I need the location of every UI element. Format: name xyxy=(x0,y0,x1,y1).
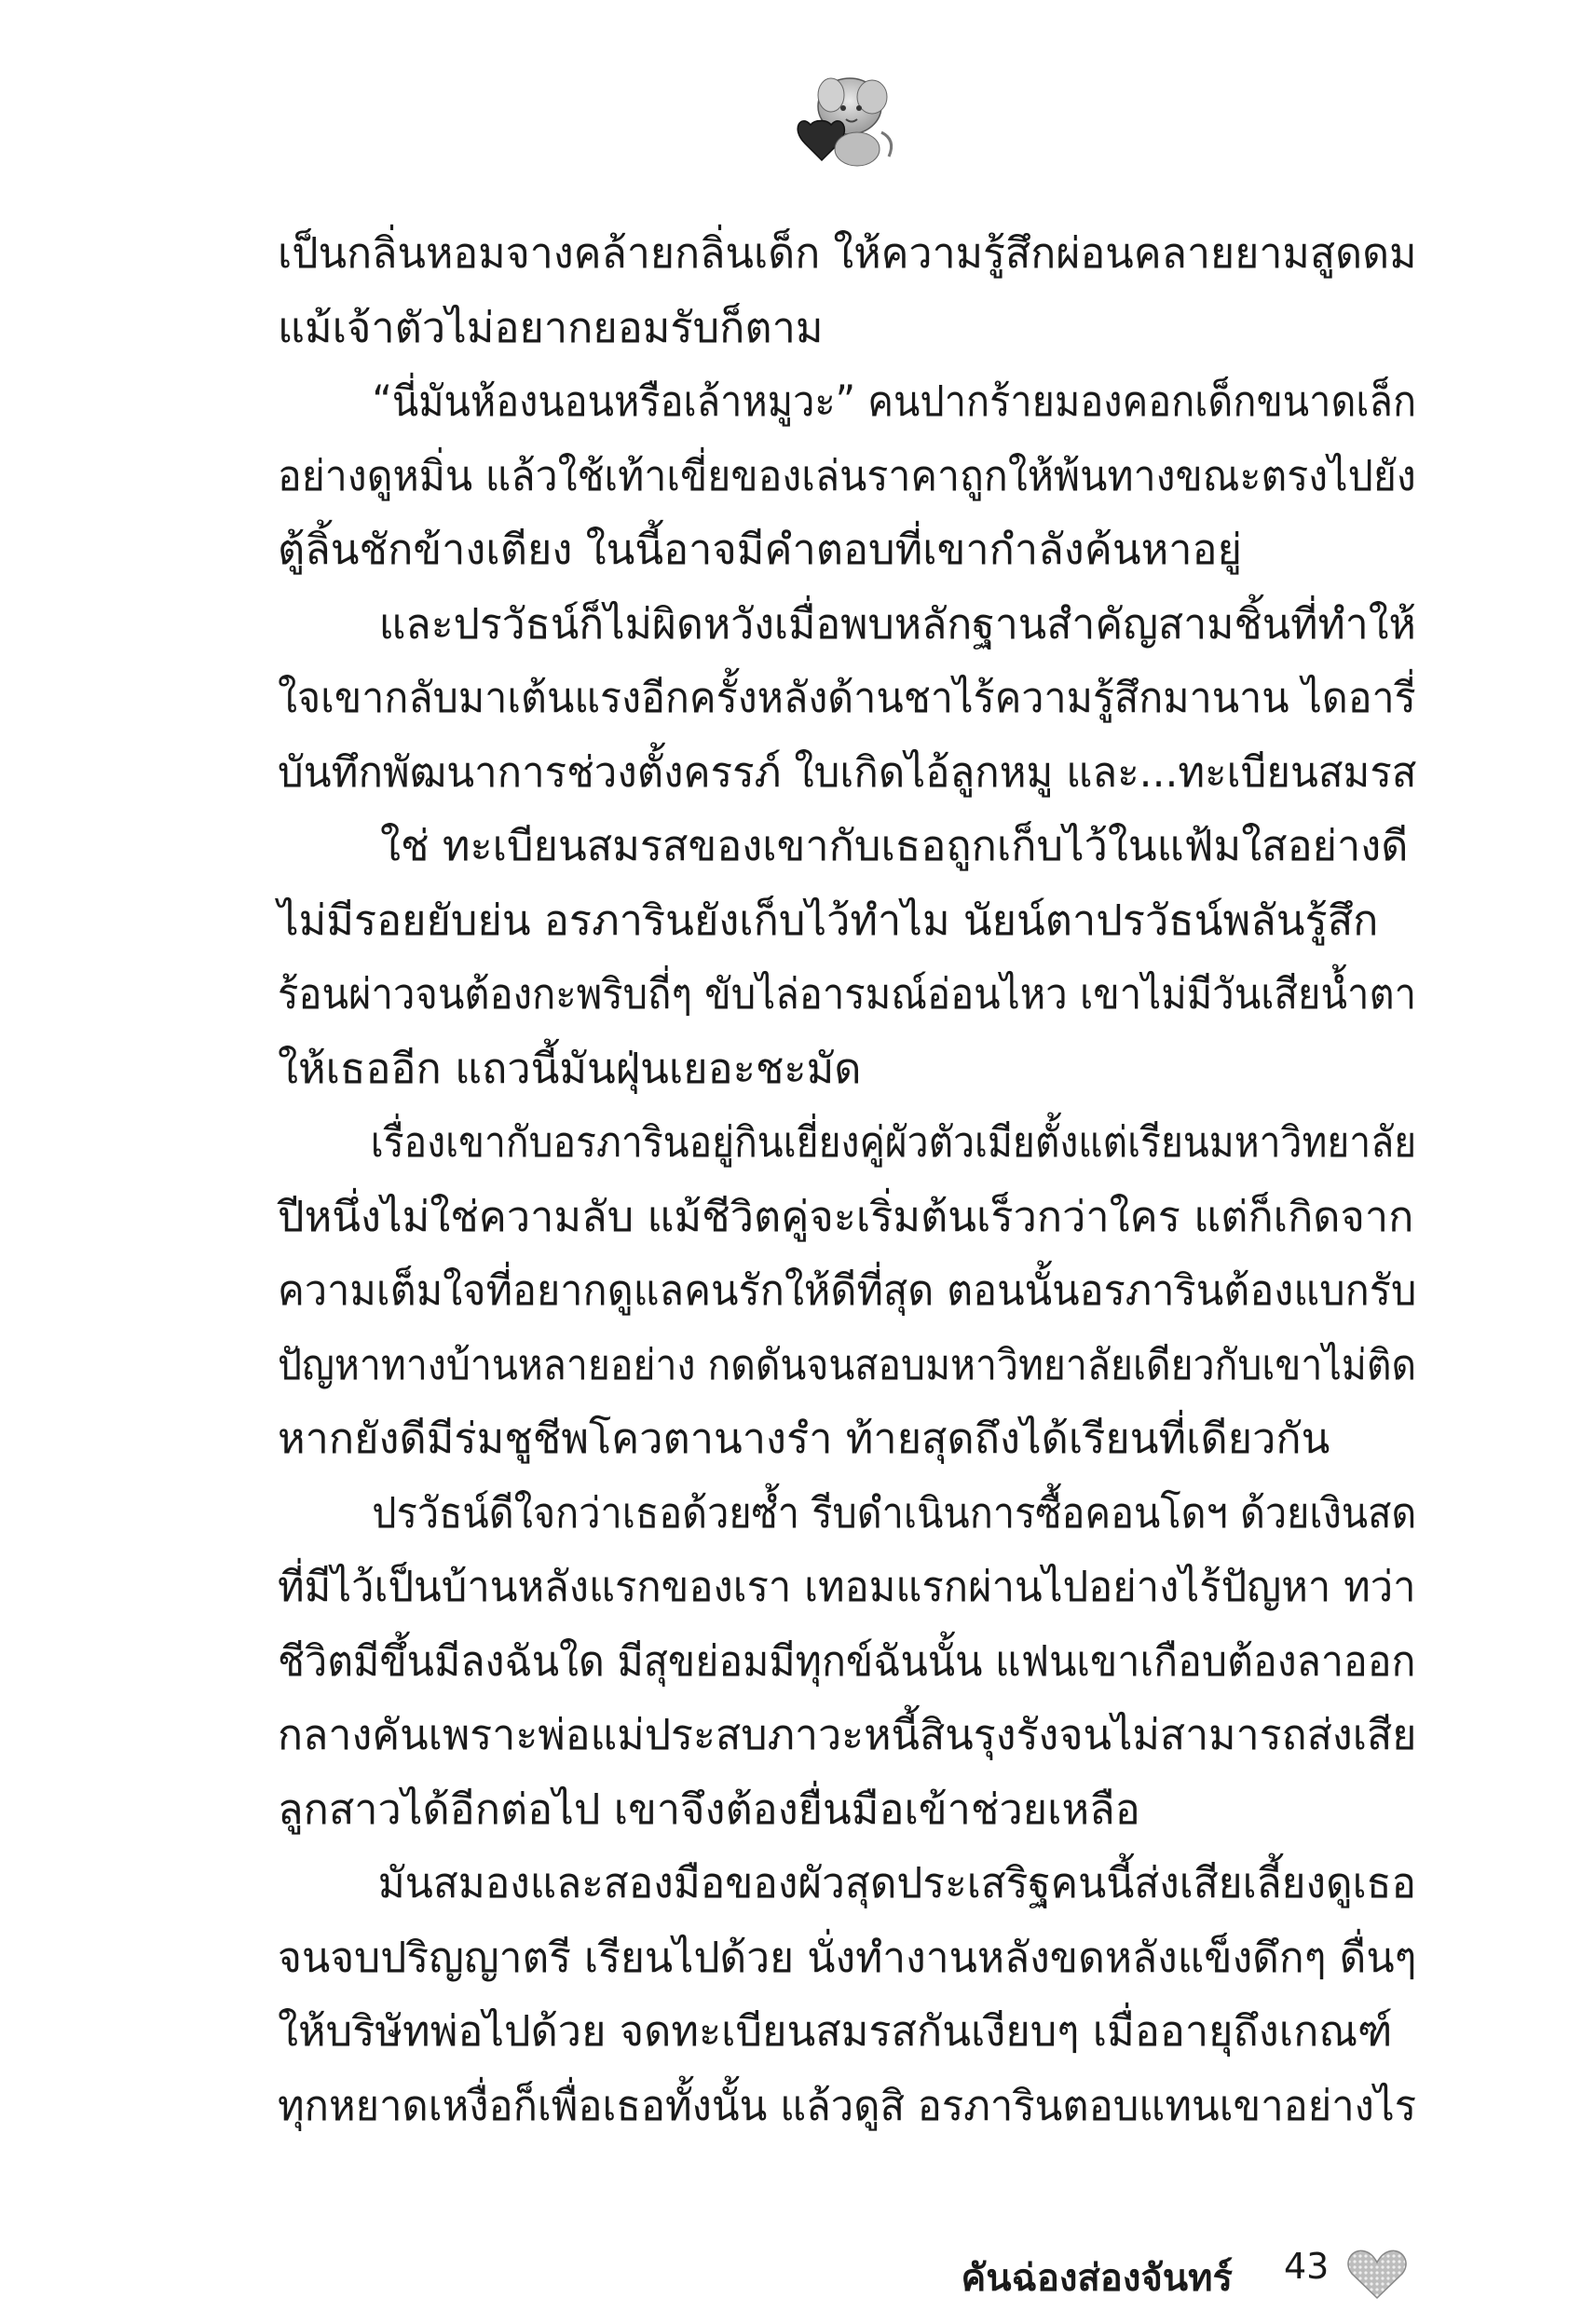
text-line xyxy=(278,513,1416,587)
text-line xyxy=(278,1921,1416,1995)
text-line-content: ความเต็มใจที่อยากดูแลคนรักให้ดีที่สุด ตอนนั้นอรภารินต้องแบกรับ xyxy=(278,1265,1417,1315)
book-title: คันฉ่องส่องจันทร์ xyxy=(961,2257,1233,2300)
text-line xyxy=(278,1846,1416,1921)
text-line xyxy=(278,1772,1416,1847)
text-line xyxy=(278,1476,1416,1551)
text-line xyxy=(278,1032,1416,1106)
text-line xyxy=(278,439,1416,513)
text-line xyxy=(278,661,1416,735)
text-line-content: ปัญหาทางบ้านหลายอย่าง กดดันจนสอบมหาวิทยาลัยเดียวกับเขาไม่ติด xyxy=(278,1339,1417,1389)
text-line-content: และปรวัธน์ก็ไม่ผิดหวังเมื่อพบหลักฐานสำคัญสามชิ้นที่ทำให้ xyxy=(378,598,1416,649)
text-line-content: ปีหนึ่งไม่ใช่ความลับ แม้ชีวิตคู่จะเริ่มต้นเร็วกว่าใคร แต่ก็เกิดจาก xyxy=(278,1191,1414,1241)
text-line-content: แม้เจ้าตัวไม่อยากยอมรับก็ตาม xyxy=(278,302,824,352)
text-line-content: อย่างดูหมิ่น แล้วใช้เท้าเขี่ยของเล่นราคาถูกให้พ้นทางขณะตรงไปยัง xyxy=(278,450,1416,500)
cherub-holding-heart-icon xyxy=(792,67,904,174)
text-line-content: ปรวัธน์ดีใจกว่าเธอด้วยซ้ำ รีบดำเนินการซื้อคอนโดฯ ด้วยเงินสด xyxy=(372,1487,1417,1538)
text-line xyxy=(278,883,1416,958)
text-line-content: ที่มีไว้เป็นบ้านหลังแรกของเรา เทอมแรกผ่านไปอย่างไร้ปัญหา ทว่า xyxy=(278,1562,1416,1611)
text-line xyxy=(278,1550,1416,1624)
text-line-content: ทุกหยาดเหงื่อก็เพื่อเธอทั้งนั้น แล้วดูสิ อรภารินตอบแทนเขาอย่างไร xyxy=(278,2080,1417,2130)
text-line xyxy=(278,1994,1416,2069)
text-line xyxy=(278,364,1416,439)
text-line-content: เป็นกลิ่นหอมจางคล้ายกลิ่นเด็ก ให้ความรู้สึกผ่อนคลายยามสูดดม xyxy=(278,228,1417,278)
text-line-content: หากยังดีมีร่มชูชีพโควตานางรำ ท้ายสุดถึงได้เรียนที่เดียวกัน xyxy=(278,1414,1330,1463)
text-line-content: ลูกสาวได้อีกต่อไป เขาจึงต้องยื่นมือเข้าช่วยเหลือ xyxy=(278,1784,1140,1834)
text-line-content: กลางคันเพราะพ่อแม่ประสบภาวะหนี้สินรุงรังจนไม่สามารถส่งเสีย xyxy=(278,1710,1417,1759)
text-line xyxy=(278,291,1416,365)
text-line-content: ใจเขากลับมาเต้นแรงอีกครั้งหลังด้านชาไร้ความรู้สึกมานาน ไดอารี่ xyxy=(278,673,1416,722)
text-line xyxy=(278,216,1416,291)
body-text xyxy=(278,216,1416,2142)
text-line xyxy=(278,2069,1416,2143)
text-line-content: “นี่มันห้องนอนหรือเล้าหมูวะ” คนปากร้ายมองคอกเด็กขนาดเล็ก xyxy=(372,376,1417,426)
text-line-content: มันสมองและสองมือของผัวสุดประเสริฐคนนี้ส่งเสียเลี้ยงดูเธอ xyxy=(377,1858,1417,1908)
text-line xyxy=(278,1698,1416,1772)
text-line xyxy=(278,1105,1416,1180)
text-line-content: ใช่ ทะเบียนสมรสของเขากับเธอถูกเก็บไว้ในแฟ้มใสอย่างดี xyxy=(380,821,1409,870)
text-line-content: ร้อนผ่าวจนต้องกะพริบถี่ๆ ขับไล่อารมณ์อ่อนไหว เขาไม่มีวันเสียน้ำตา xyxy=(278,969,1417,1019)
text-line xyxy=(278,587,1416,662)
text-line xyxy=(278,1328,1416,1402)
text-line-content: ตู้ลิ้นชักข้างเตียง ในนี้อาจมีคำตอบที่เขากำลังค้นหาอยู่ xyxy=(278,525,1242,574)
text-line xyxy=(278,1253,1416,1328)
text-line xyxy=(278,1402,1416,1476)
text-line-content: บันทึกพัฒนาการช่วงตั้งครรภ์ ใบเกิดไอ้ลูกหมู และ...ทะเบียนสมรส xyxy=(278,746,1417,797)
text-line-content: จนจบปริญญาตรี เรียนไปด้วย นั่งทำงานหลังขดหลังแข็งดึกๆ ดื่นๆ xyxy=(278,1932,1417,1982)
text-line xyxy=(278,809,1416,883)
page-number: 43 xyxy=(1284,2246,1330,2287)
text-line-content: เรื่องเขากับอรภารินอยู่กินเยี่ยงคู่ผัวตัวเมียตั้งแต่เรียนมหาวิทยาลัย xyxy=(370,1117,1417,1167)
text-line xyxy=(278,1180,1416,1254)
text-line xyxy=(278,957,1416,1032)
text-line-content: ไม่มีรอยยับย่น อรภารินยังเก็บไว้ทำไม นัยน์ตาปรวัธน์พลันรู้สึก xyxy=(278,895,1379,945)
text-line-content: ชีวิตมีขึ้นมีลงฉันใด มีสุขย่อมมีทุกข์ฉันนั้น แฟนเขาเกือบต้องลาออก xyxy=(278,1635,1416,1686)
text-line xyxy=(278,735,1416,810)
text-line-content: ให้บริษัทพ่อไปด้วย จดทะเบียนสมรสกันเงียบๆ เมื่ออายุถึงเกณฑ์ xyxy=(278,2006,1393,2056)
text-line-content: ให้เธออีก แถวนี้มันฝุ่นเยอะชะมัด xyxy=(278,1043,862,1093)
text-line xyxy=(278,1624,1416,1699)
heart-icon xyxy=(1346,2248,1408,2300)
